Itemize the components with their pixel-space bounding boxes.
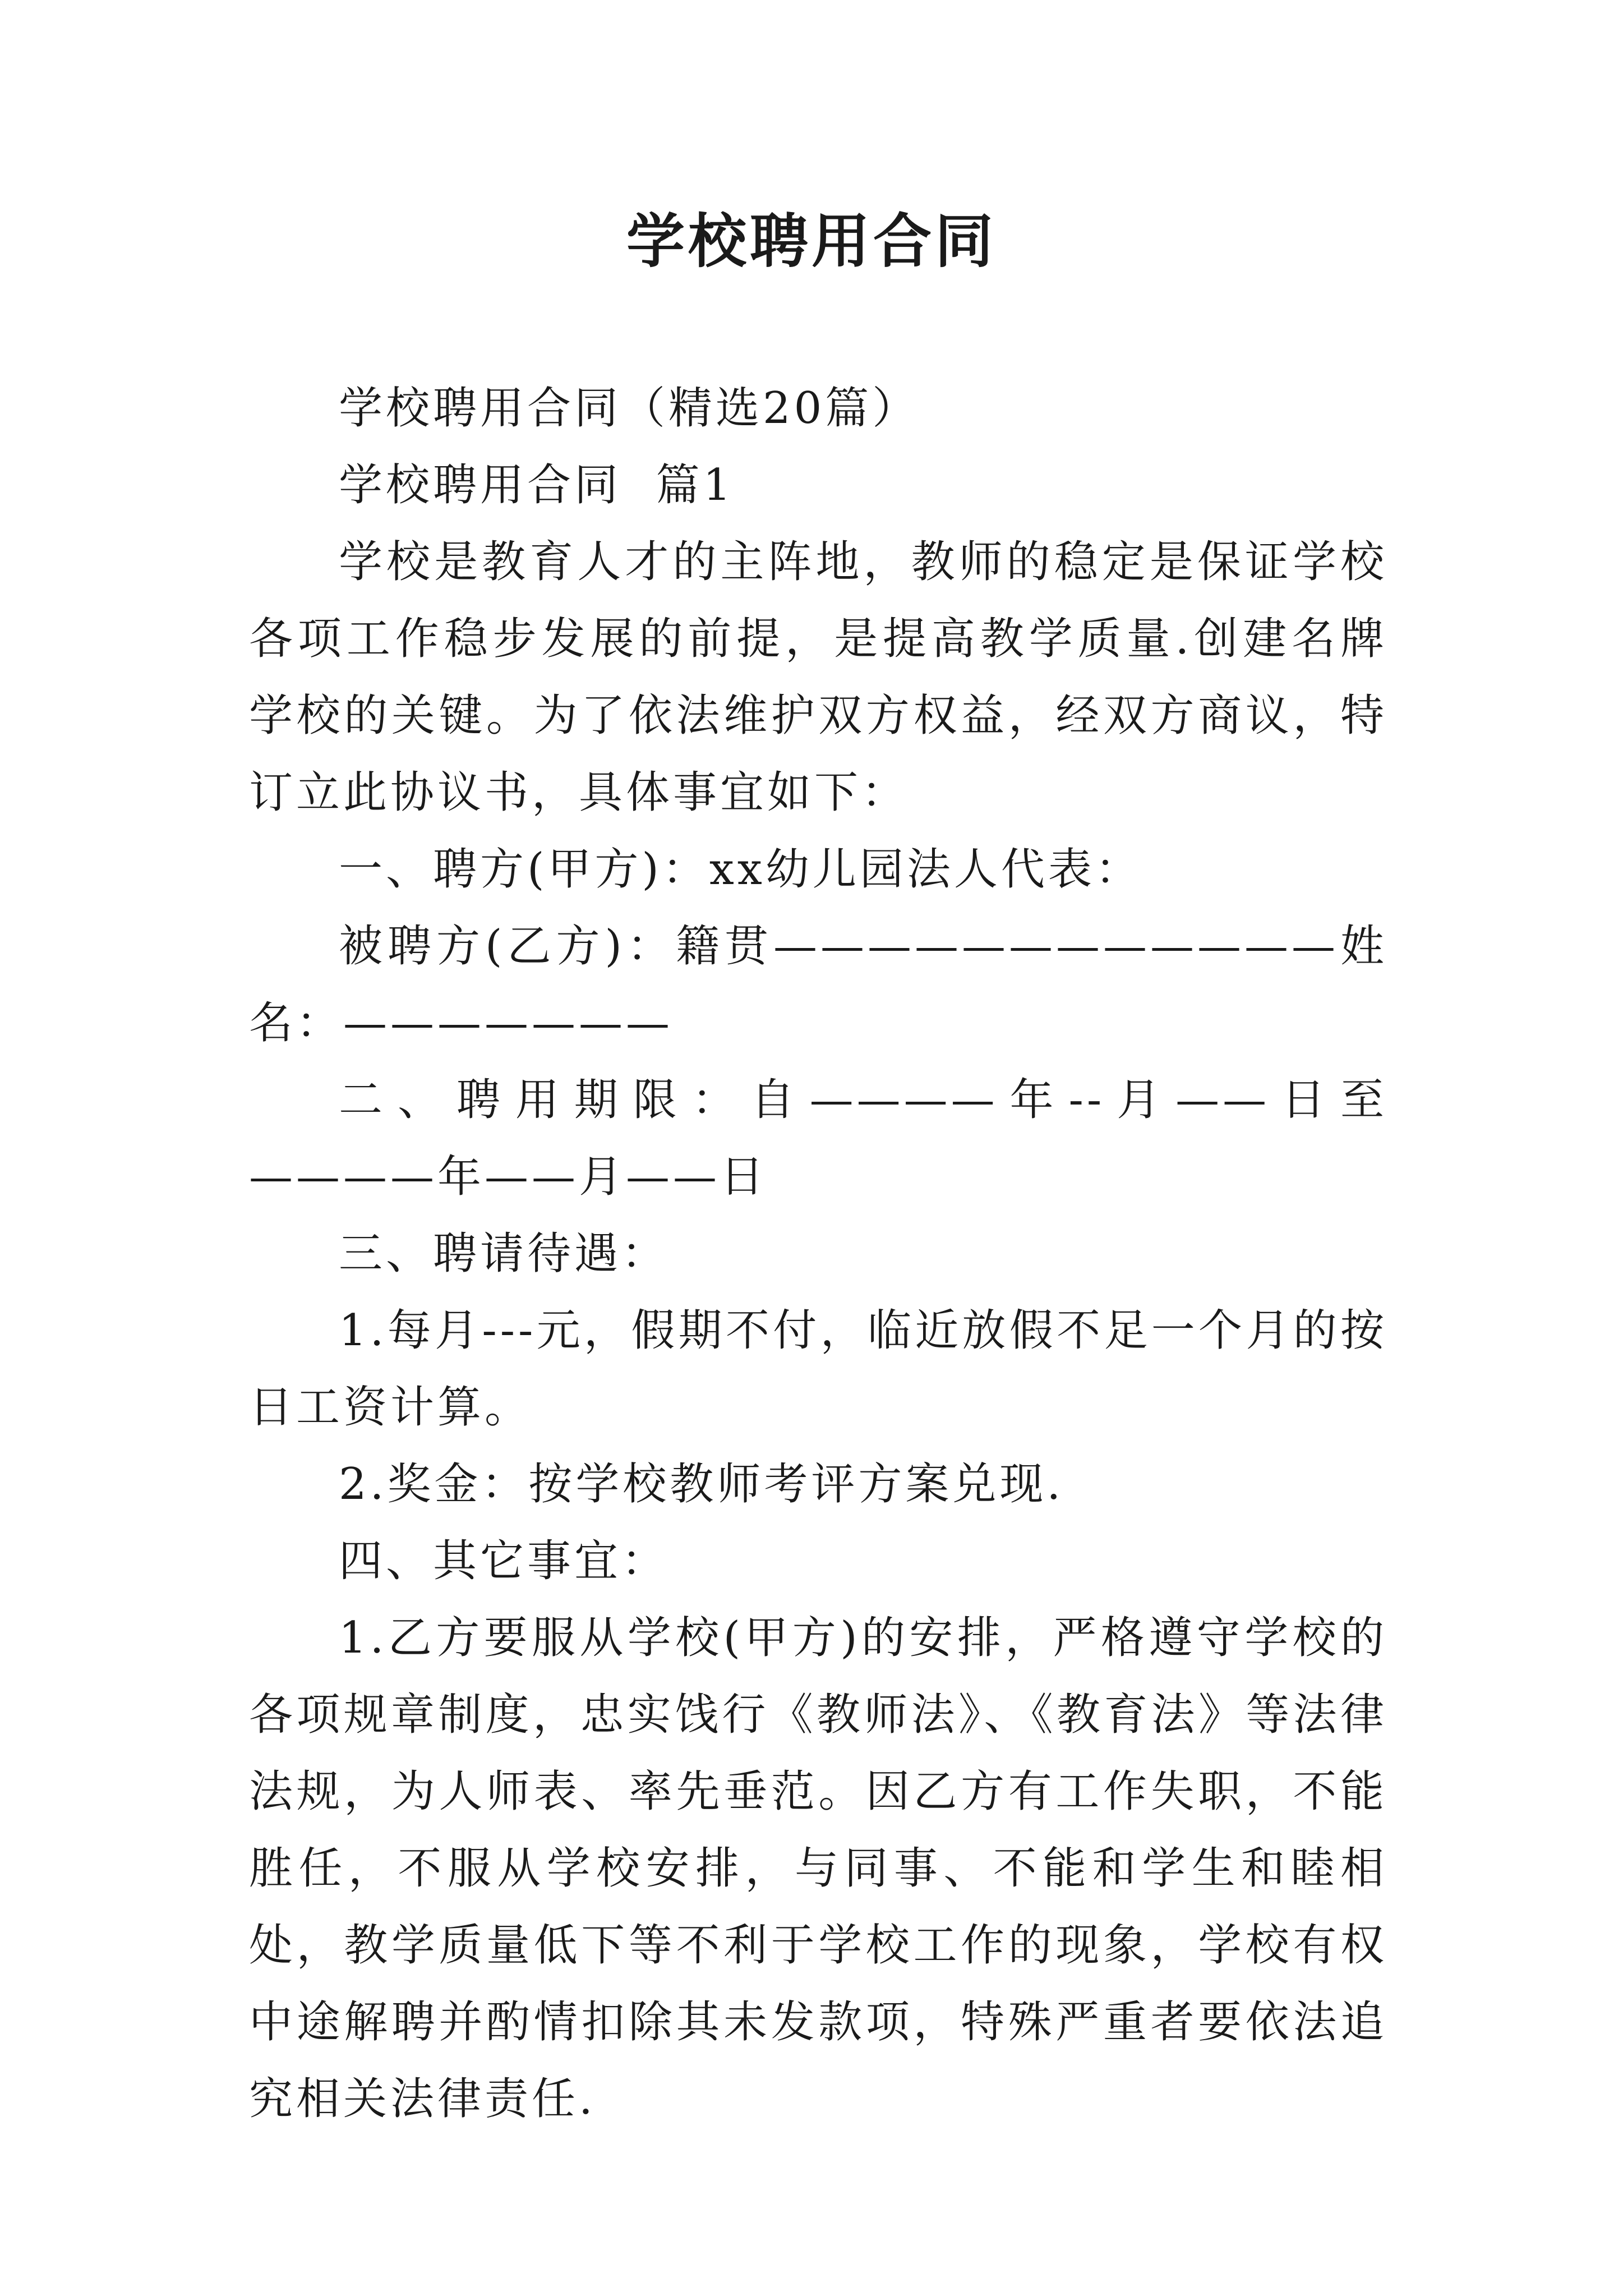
paragraph-intro: 学校是教育人才的主阵地，教师的稳定是保证学校各项工作稳步发展的前提，是提高教学质量.创建名牌学校的关键。为了依法维护双方权益，经双方商议，特订立此协议书，具体事宜如下： (249, 537, 1387, 818)
paragraph-section-heading: 学校聘用合同 篇1 (339, 460, 735, 510)
paragraph-term: 二、聘用期限：自————年--月——日至————年——月——日 (249, 1075, 1387, 1202)
paragraph-other-heading: 四、其它事宜： (339, 1536, 669, 1586)
paragraph-obligations: 1.乙方要服从学校(甲方)的安排，严格遵守学校的各项规章制度，忠实饯行《教师法》、《教育法》等法律法规，为人师表、率先垂范。因乙方有工作失职，不能胜任，不服从学校安排，与同事、不能和学生和睦相处，教学质量低下等不利于学校工作的现象，学校有权中途解聘并酌情扣除其未发款项，特殊严重者要依法追究相关法律责任. (249, 1613, 1387, 2124)
paragraph-salary: 1.每月---元，假期不付，临近放假不足一个月的按日工资计算。 (249, 1305, 1387, 1433)
document-title: 学校聘用合同 (626, 207, 997, 275)
document-body (249, 370, 1387, 2138)
paragraph-bonus: 2.奖金：按学校教师考评方案兑现. (339, 1459, 1064, 1510)
paragraph-employee: 被聘方(乙方)：籍贯————————————姓名：——————— (249, 921, 1387, 1048)
paragraph-treatment-heading: 三、聘请待遇： (339, 1228, 669, 1279)
paragraph-employer: 一、聘方(甲方)：xx幼儿园法人代表： (339, 844, 1142, 895)
paragraph-subtitle: 学校聘用合同（精选20篇） (339, 383, 920, 434)
